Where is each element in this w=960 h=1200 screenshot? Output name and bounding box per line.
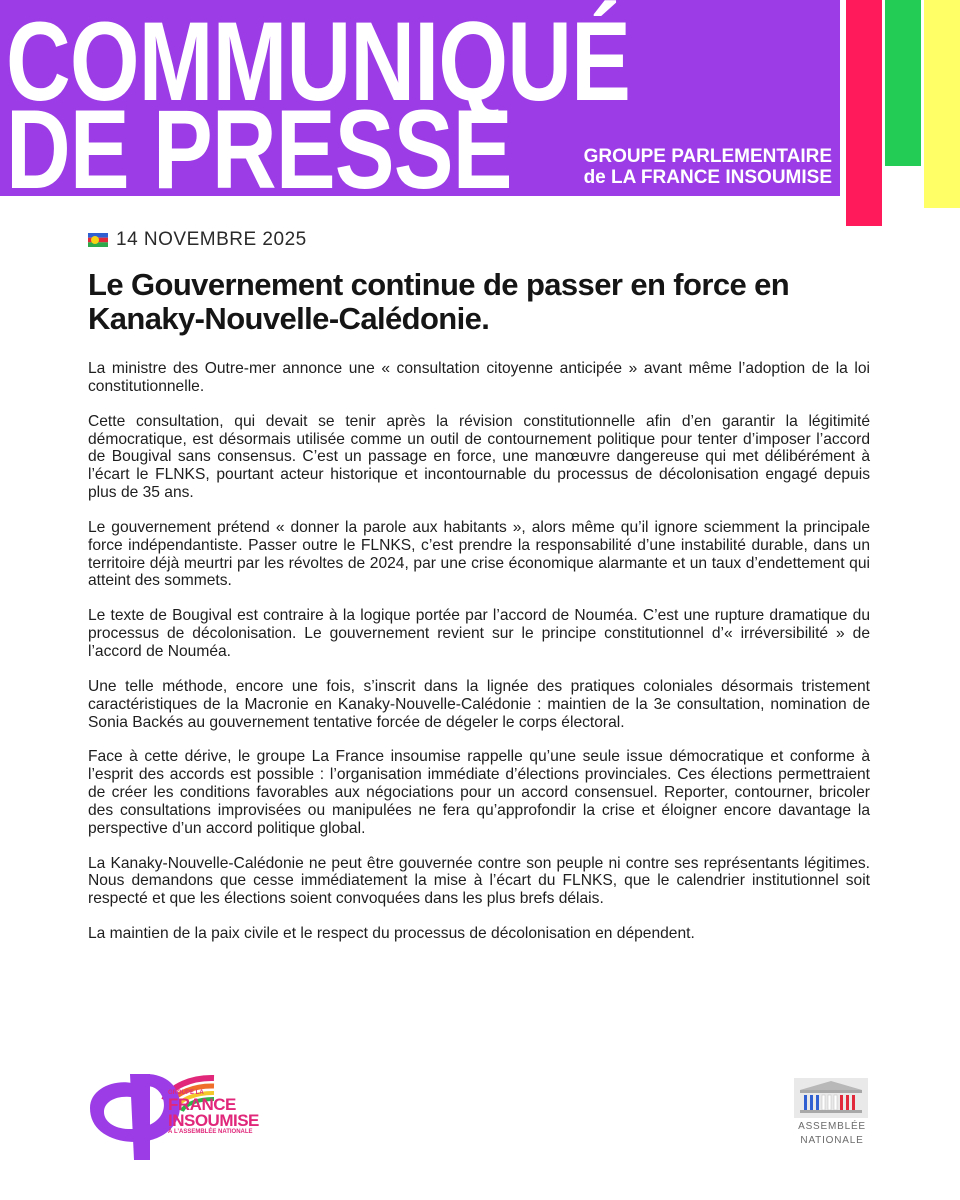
assemblee-text-line-2: NATIONALE [800,1135,864,1146]
page-title: Le Gouvernement continue de passer en force en Kanaky-Nouvelle-Calédonie. [88,267,790,336]
red-stripe [846,0,882,226]
paragraph: Cette consultation, qui devait se tenir après la révision constitutionnelle afin d’en garantir la légitimité démocratique, est désormais utilisée comme un outil de contournement politique pour tenter d’imposer l’accord de Bougival sans consensus. C’est un passage en force, une manœuvre dangereuse qui met délibérément à l’écart le FLNKS, pourtant acteur historique et incontournable du processus de décolonisation engagé depuis plus de 35 ans. [88,412,870,501]
group-name [584,146,832,188]
communique-body [88,360,870,960]
header-banner [0,0,840,212]
group-name-line-2: de LA FRANCE INSOUMISE [583,167,832,188]
date-row [88,229,307,251]
lfi-logo-text [168,1090,259,1136]
assemblee-nationale-logo [792,1078,872,1146]
assemblee-building-icon [792,1078,870,1118]
paragraph: Le texte de Bougival est contraire à la logique portée par l’accord de Nouméa. C’est une rupture dramatique du processus de décolonisation. Le gouvernement revient sur le principe constitutionnel d’« irréversibilité » de l’accord de Nouméa. [88,607,870,660]
paragraph: La maintien de la paix civile et le respect du processus de décolonisation en dépendent. [88,925,695,943]
lfi-logo-line-3: INSOUMISE [168,1111,259,1130]
banner-title-line-2: DE PRESSE [6,87,512,212]
paragraph: Le gouvernement prétend « donner la parole aux habitants », alors même qu’il ignore sciemment la principale force indépendantiste. Passer outre le FLNKS, c’est prendre la responsabilité d’une instabilité durable, dans un territoire déjà meurtri par les révoltes de 2024, par une crise économique alarmante et un taux d’endettement qui atteint des sommets. [88,518,870,590]
lfi-logo-line-4: À L’ASSEMBLÉE NATIONALE [168,1129,253,1135]
paragraph: La ministre des Outre-mer annonce une « consultation citoyenne anticipée » avant même l’adoption de la loi constitutionnelle. [88,360,870,395]
paragraph: La Kanaky-Nouvelle-Calédonie ne peut être gouvernée contre son peuple ni contre ses représentants légitimes. Nous demandons que cesse immédiatement la mise à l’écart du FLNKS, que le calendrier institutionnel soit respecté et que les élections soient convoquées dans les plus brefs délais. [88,854,870,908]
lfi-logo-line-1: GROUPE LA [168,1090,204,1096]
banner-title-line-1: COMMUNIQUÉ [6,0,631,124]
assemblee-text-line-1: ASSEMBLÉE [798,1121,866,1132]
green-stripe [885,0,921,166]
publication-date: 14 NOVEMBRE 2025 [116,229,307,250]
paragraph: Face à cette dérive, le groupe La France insoumise rappelle qu’une seule issue démocratique et conforme à l’esprit des accords est possible : l’organisation immédiate d’élections provinciales. Ces élections permettraient de créer les conditions favorables aux négociations pour un accord consensuel. Reporter, contourner, bricoler des consultations improvisées ou manipulées ne fera qu’approfondir la crise et éloigner encore davantage la perspective d’un accord politique global. [88,748,870,837]
yellow-stripe [924,0,960,208]
group-name-line-1: GROUPE PARLEMENTAIRE [583,146,832,167]
paragraph: Une telle méthode, encore une fois, s’inscrit dans la lignée des pratiques coloniales désormais tristement caractéristiques de la Macronie en Kanaky-Nouvelle-Calédonie : maintien de la 3e consultation, nomination de Sonia Backés au gouvernement tentative forcée de dégeler le corps électoral. [88,677,870,731]
kanaky-flag-icon [88,233,108,247]
lfi-logo-line-2: FRANCE [168,1095,236,1114]
